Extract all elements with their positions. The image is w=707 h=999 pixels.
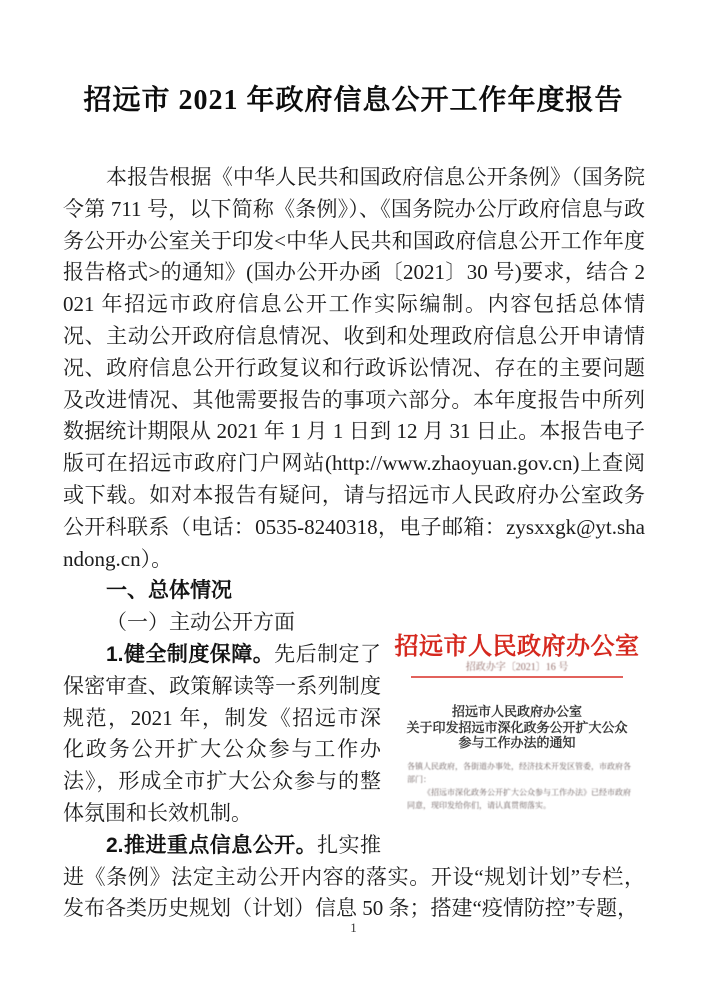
subsection-heading-proactive-disclosure: （一）主动公开方面 — [106, 610, 295, 635]
notice-body-text: 《招远市深化政务公开扩大公众参与工作办法》已经市政府同意，现印发给你们，请认真贯彻落实。 — [407, 787, 631, 810]
notice-red-divider — [411, 676, 623, 678]
item-2-text: 扎实推进《条例》法定主动公开内容的落实。开设“规划计划”专栏，发布各类历史规划（计划）信息 50 条；搭建“疫情防控”专题， — [63, 832, 645, 921]
notice-doc-number: 招政办字〔2021〕16 号 — [465, 662, 569, 674]
section-heading-overview: 一、总体情况 — [106, 579, 232, 603]
page-title: 招远市 2021 年政府信息公开工作年度报告 — [83, 85, 624, 116]
notice-agency-masthead: 招远市人民政府办公室 — [394, 634, 640, 661]
intro-paragraph: 本报告根据《中华人民共和国政府信息公开条例》（国务院令第 711 号，以下简称《条例》）、《国务院办公厅政府信息与政务公开办公室关于印发<中华人民共和国政府信息公开工作年度报告格式>的通知》(国办公开办函〔2021〕30 号)要求，结合 2021 年招远市政府信息公开工作实际编制。内容包括总体情况、主动公开政府信息情况、收到和处理政府信息公开申请情况、政府信息公开行政复议和行政诉讼情况、存在的主要问题及改进情况、其他需要报告的事项六部分。本年度报告中所列数据统计期限从 2021 年 1 月 1 日到 12 月 31 日止。本报告电子版可在招远市政府门户网站(http://www.zhaoyuan.gov.cn)上查阅或下载。如对本报告有疑问，请与招远市人民政府办公室政务公开科联系（电话：0535-8240318，电子邮箱：zysxxgk@yt.shandong.cn）。 — [63, 165, 645, 571]
report-body — [63, 162, 645, 925]
notice-body — [407, 760, 631, 812]
embedded-notice-image — [389, 622, 645, 848]
item-1-lead: 1.健全制度保障。 — [106, 642, 275, 666]
notice-salutation: 各镇人民政府，各街道办事处，经济技术开发区管委，市政府各部门： — [407, 761, 631, 784]
item-2-lead: 2.推进重点信息公开。 — [106, 833, 318, 857]
notice-title-line: 参与工作办法的通知 — [458, 735, 576, 751]
item-1-text: 先后制定了保密审查、政策解读等一系列制度规范，2021 年，制发《招远市深化政务公开扩大公众参与工作办法》，形成全市扩大公众参与的整体氛围和长效机制。 — [63, 641, 381, 825]
notice-title-line: 招远市人民政府办公室 — [451, 704, 582, 720]
notice-title-line: 关于印发招远市深化政务公开扩大公众 — [406, 719, 628, 735]
notice-title — [395, 704, 639, 751]
page-number: 1 — [350, 920, 357, 935]
